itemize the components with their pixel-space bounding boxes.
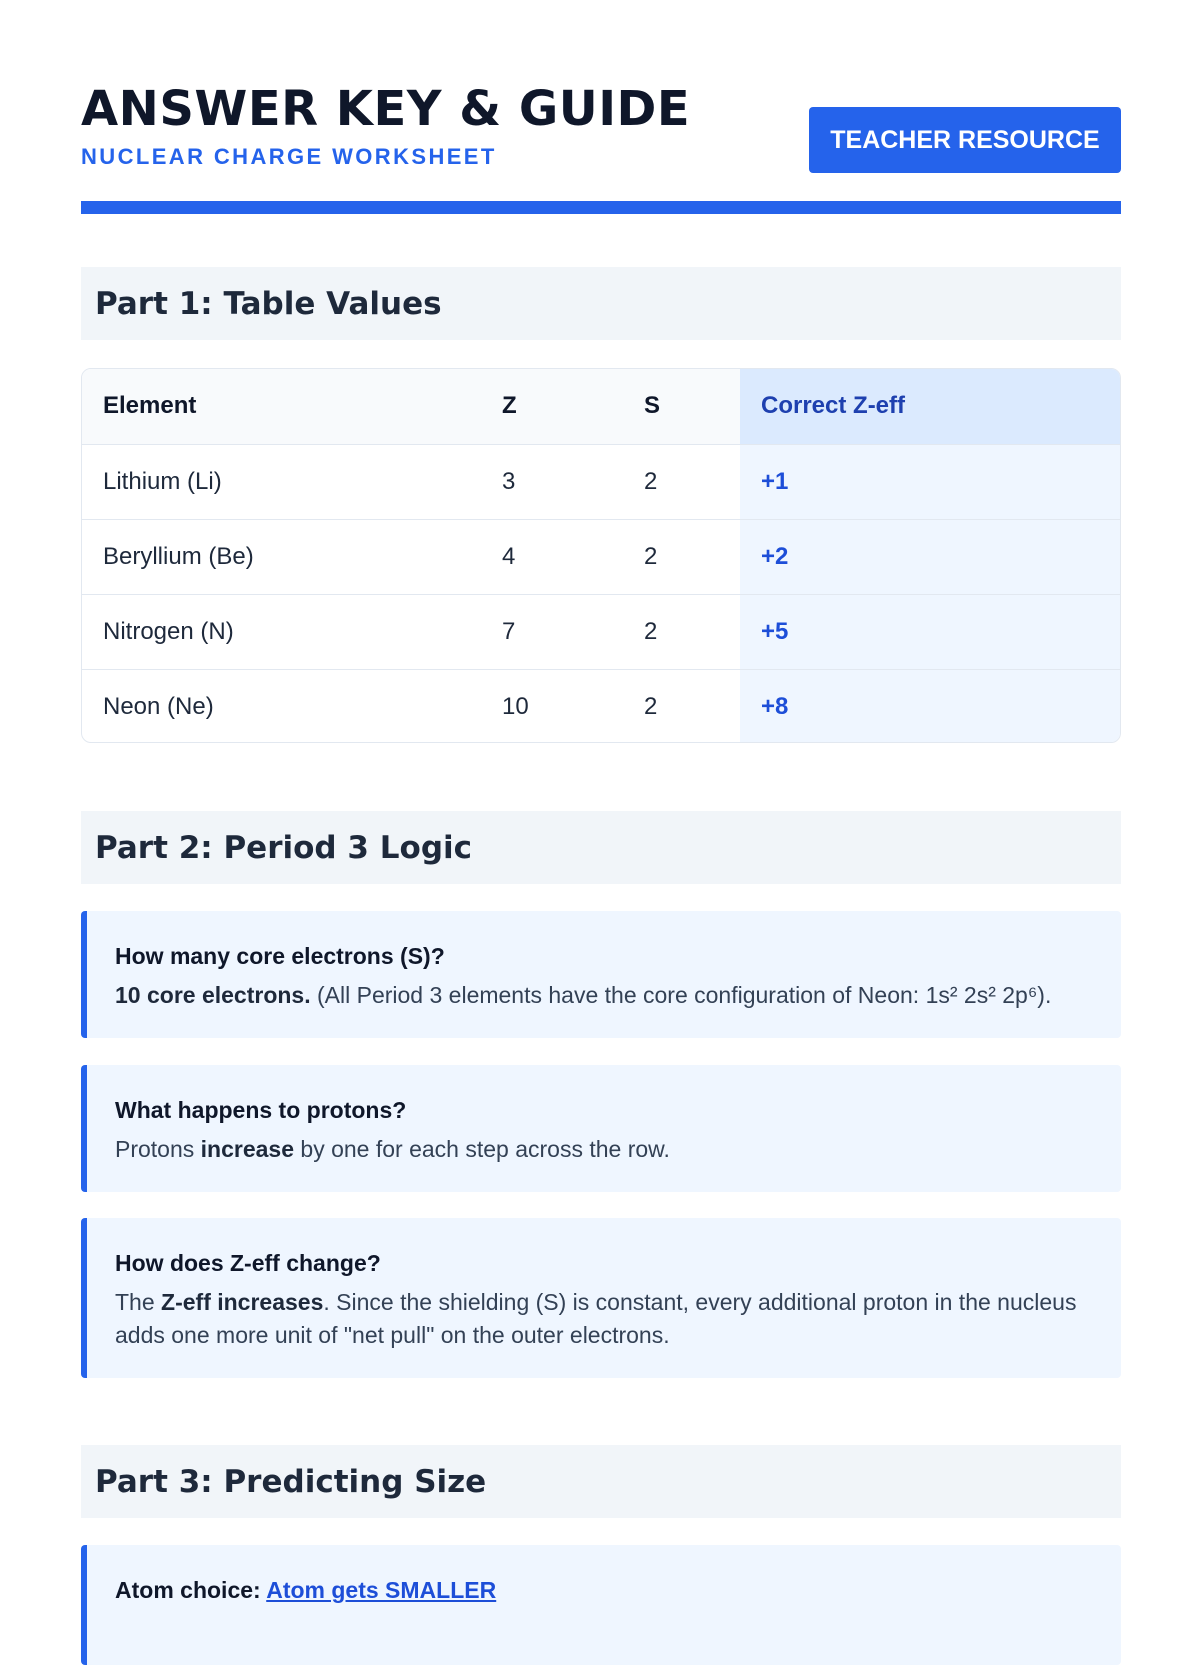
answer-suffix: by one for each step across the row. — [294, 1136, 670, 1162]
answer-prefix: The — [115, 1289, 162, 1315]
atom-choice-box — [81, 1545, 1121, 1665]
cell-element: Neon (Ne) — [103, 692, 214, 720]
answer-emphasis: Z-eff increases — [161, 1289, 324, 1315]
cell-z: 3 — [481, 444, 623, 519]
answer-prefix: Protons — [115, 1136, 201, 1162]
answer-detail: (All Period 3 elements have the core configuration of Neon: 1s² 2s² 2p⁶). — [310, 982, 1052, 1008]
column-header-z: Z — [481, 369, 623, 444]
cell-z: 4 — [481, 519, 623, 594]
cell-element: Beryllium (Be) — [82, 519, 481, 594]
part2-heading: Part 2: Period 3 Logic — [81, 811, 1121, 884]
core-electrons-box — [81, 911, 1121, 1038]
cell-element: Lithium (Li) — [82, 444, 481, 519]
answer-text — [115, 1133, 1091, 1166]
cell-zeff: +2 — [740, 519, 1121, 594]
page-subtitle: NUCLEAR CHARGE WORKSHEET — [81, 144, 497, 169]
zeff-table — [81, 368, 1121, 743]
answer-suffix: . Since the shielding (S) is constant, every additional proton in the nucleus adds one more unit of "net pull" on the outer electrons. — [115, 1289, 1077, 1348]
table-row — [82, 594, 1121, 669]
cell-zeff: +8 — [740, 669, 1121, 743]
protons-box — [81, 1065, 1121, 1192]
cell-z: 7 — [481, 594, 623, 669]
cell-z: 10 — [502, 692, 529, 720]
page-title: ANSWER KEY & GUIDE — [81, 81, 691, 137]
part3-heading: Part 3: Predicting Size — [81, 1445, 1121, 1518]
teacher-resource-badge: TEACHER RESOURCE — [809, 107, 1121, 173]
cell-zeff: +5 — [740, 594, 1121, 669]
part1-heading: Part 1: Table Values — [81, 267, 1121, 340]
question-label: What happens to protons? — [115, 1097, 407, 1123]
zeff-change-box — [81, 1218, 1121, 1378]
question-label: How many core electrons (S)? — [115, 943, 445, 969]
cell-zeff: +1 — [740, 444, 1121, 519]
table-header-row — [82, 369, 1121, 444]
table-row — [82, 444, 1121, 519]
cell-element: Nitrogen (N) — [82, 594, 481, 669]
atom-choice-line — [115, 1575, 1091, 1605]
answer-emphasis: increase — [200, 1136, 295, 1162]
page-header — [81, 0, 1121, 214]
answer-text — [115, 979, 1091, 1012]
column-header-s: S — [623, 369, 740, 444]
question-label: How does Z-eff change? — [115, 1250, 381, 1276]
answer-key-page — [81, 0, 1121, 1603]
column-header-zeff: Correct Z-eff — [740, 369, 1121, 444]
answer-text — [115, 1286, 1091, 1352]
header-divider — [81, 201, 1121, 214]
atom-choice-link[interactable]: Atom gets SMALLER — [266, 1577, 497, 1603]
column-header-element: Element — [82, 369, 481, 444]
cell-s: 2 — [623, 594, 740, 669]
answer-emphasis: 10 core electrons. — [115, 982, 311, 1008]
table-row — [82, 669, 1121, 743]
cell-s: 2 — [623, 444, 740, 519]
atom-choice-label: Atom choice: — [115, 1577, 267, 1603]
cell-s: 2 — [644, 692, 658, 720]
table-row — [82, 519, 1121, 594]
cell-s: 2 — [623, 519, 740, 594]
